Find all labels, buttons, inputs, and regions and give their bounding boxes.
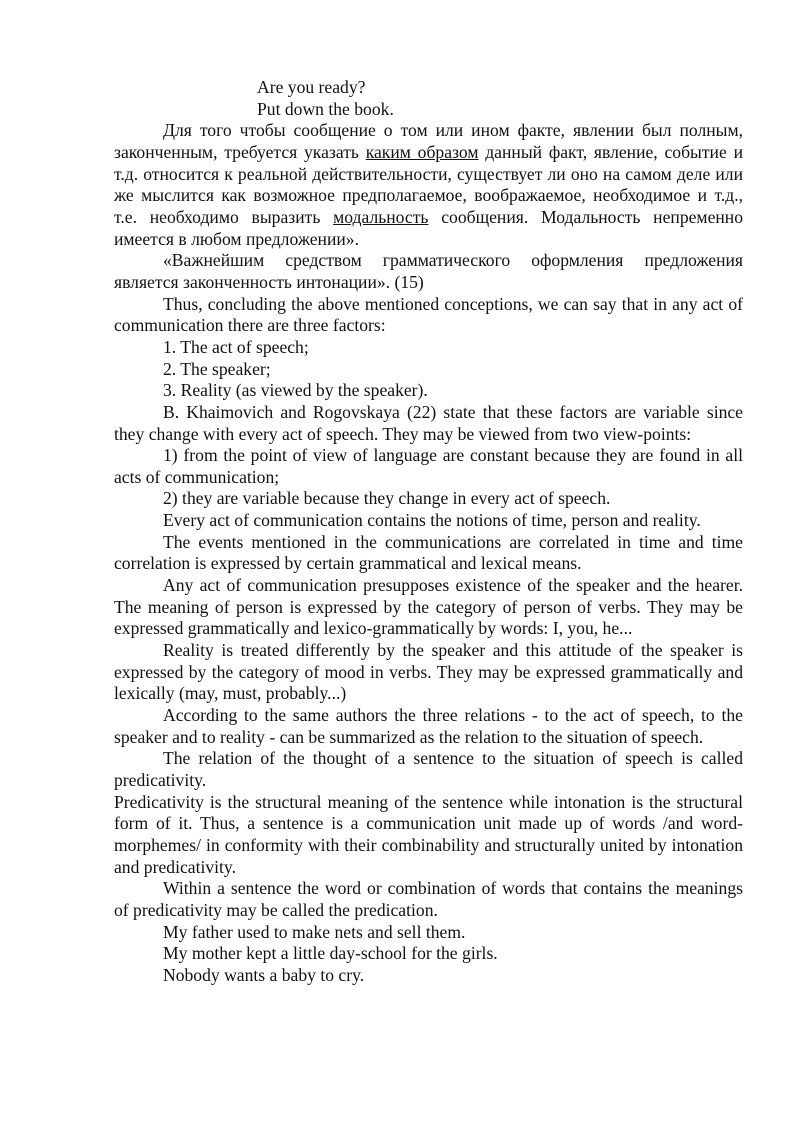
example-sentence: Nobody wants a baby to cry.	[163, 964, 365, 985]
viewpoint-item: 1) from the point of view of language are constant because they are found in all acts of communication;	[114, 445, 743, 487]
underlined-phrase: модальность	[333, 206, 429, 227]
example-sentence: My father used to make nets and sell them.	[163, 921, 466, 942]
paragraph-relations: According to the same authors the three relations - to the act of speech, to the speaker and to reality - can be summarized as the relation to the situation of speech.	[114, 705, 743, 747]
factor-list-item: 3. Reality (as viewed by the speaker).	[163, 380, 428, 401]
dialogue-line: Are you ready?	[257, 77, 366, 97]
paragraph-predication: Within a sentence the word or combination of words that contains the meanings of predicativity may be called the predication.	[114, 878, 743, 920]
paragraph-khaimovich: B. Khaimovich and Rogovskaya (22) state that these factors are variable since they change with every act of speech. They may be viewed from two view-points:	[114, 401, 743, 444]
factor-list-item: 1. The act of speech;	[163, 336, 309, 357]
example-sentence: My mother kept a little day-school for the girls.	[163, 943, 498, 964]
text-run: данный факт, явление, событие и т.д. относится к реальной действительности, существует ли оно на самом деле или же мыслится как возможное предполагаемое, воображаемое, необходимое и т.д., т.е. необходимо выразить	[114, 141, 743, 227]
paragraph-intonation-quote: «Важнейшим средством грамматического оформления предложения является законченность интонации». (15)	[114, 250, 743, 292]
paragraph-predicativity-definition: The relation of the thought of a sentence to the situation of speech is called predicativity.	[114, 748, 743, 790]
paragraph-notions: Every act of communication contains the notions of time, person and reality.	[163, 510, 701, 531]
factor-list-item: 2. The speaker;	[163, 358, 271, 379]
paragraph-predicativity-structure: Predicativity is the structural meaning of the sentence while intonation is the structural form of it. Thus, a sentence is a communication unit made up of words /and word-morphemes/ in conformity with their combinability and structurally united by intonation and predicativity.	[114, 791, 743, 877]
text-run: сообщения. Модальность непременно имеется в любом предложении».	[114, 206, 743, 249]
document-page	[114, 77, 743, 987]
dialogue-line: Put down the book.	[257, 98, 394, 119]
paragraph-person: Any act of communication presupposes existence of the speaker and the hearer. The meaning of person is expressed by the category of person of verbs. They may be expressed grammatically and lexico-grammatically by words: I, you, he...	[114, 575, 743, 639]
paragraph-factors-intro: Thus, concluding the above mentioned conceptions, we can say that in any act of communication there are three factors:	[114, 293, 743, 336]
paragraph-reality: Reality is treated differently by the speaker and this attitude of the speaker is expressed by the category of mood in verbs. They may be expressed grammatically and lexically (may, must, probably...)	[114, 640, 743, 704]
paragraph-modality	[114, 120, 743, 250]
text-run: Для того чтобы сообщение о том или ином факте, явлении был полным, законченным, требуется указать	[114, 120, 743, 162]
viewpoint-item: 2) they are variable because they change in every act of speech.	[163, 488, 611, 509]
paragraph-time: The events mentioned in the communications are correlated in time and time correlation is expressed by certain grammatical and lexical means.	[114, 531, 743, 574]
underlined-phrase: каким образом	[365, 141, 479, 162]
